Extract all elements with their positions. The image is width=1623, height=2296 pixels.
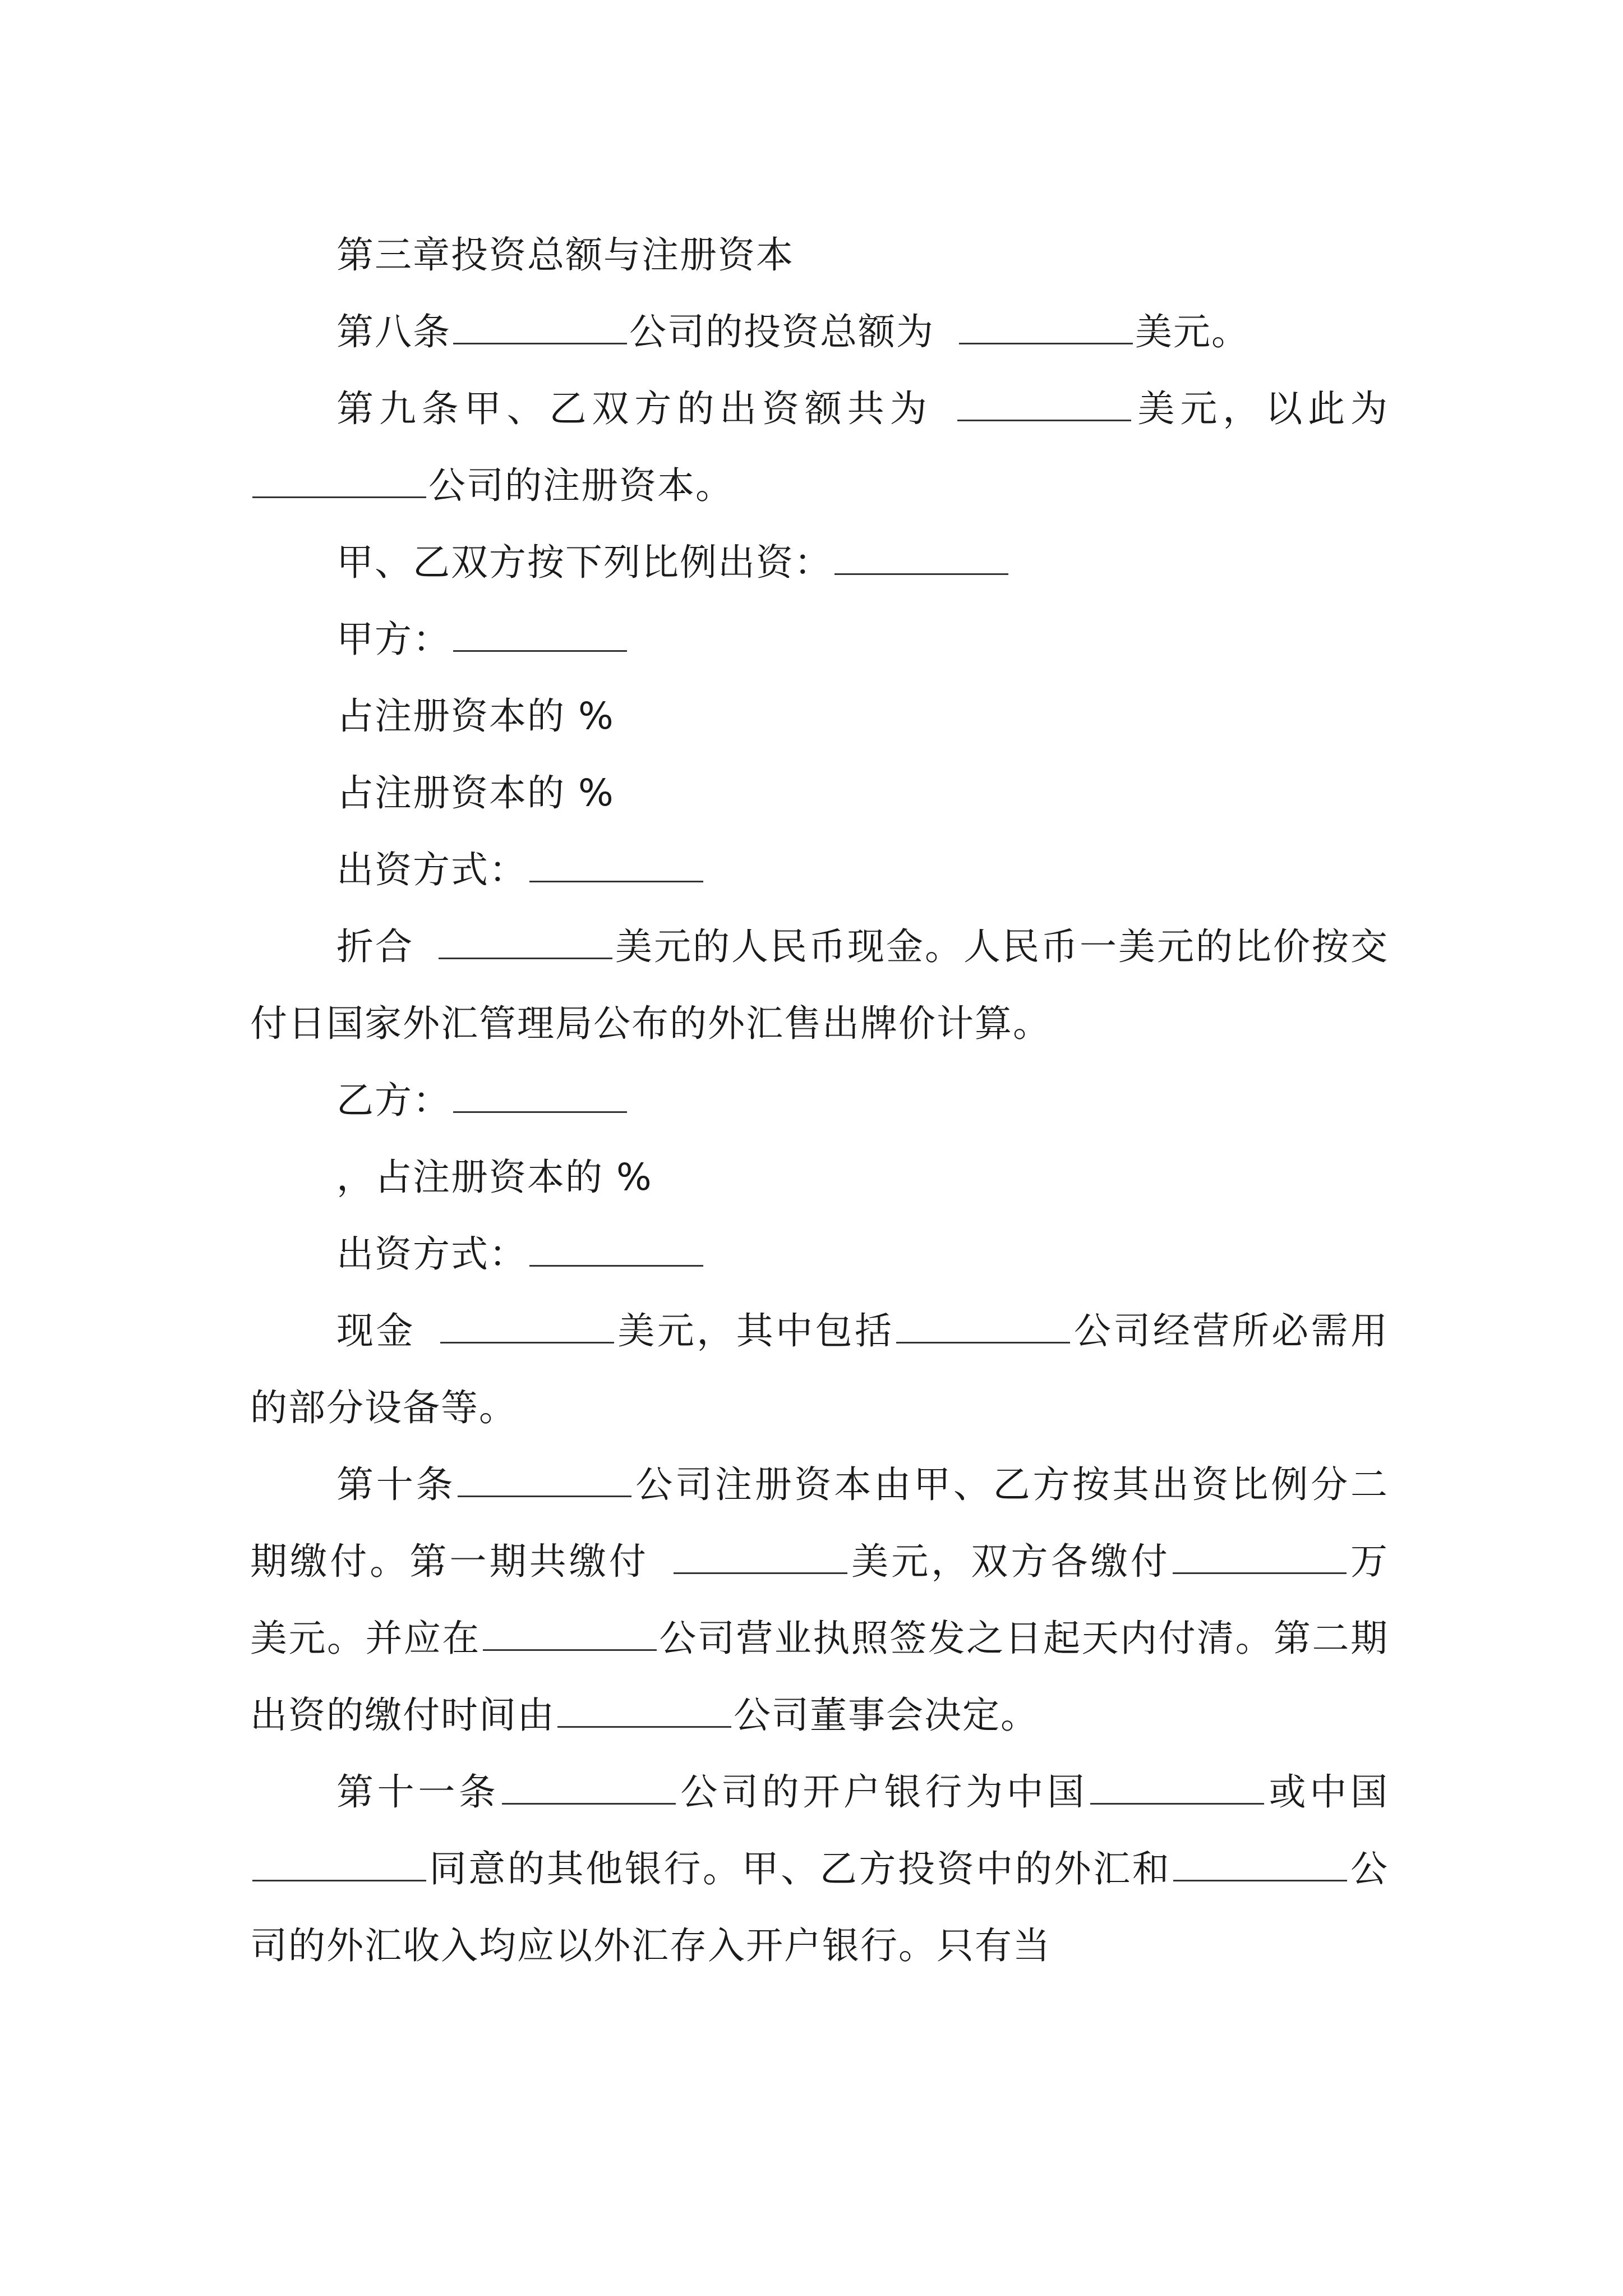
blank-underline: [483, 1616, 657, 1651]
blank-underline: [896, 1308, 1070, 1343]
text-segment: 公司的外汇收入均应以外汇存入开户银行。只有当: [250, 1847, 1389, 1967]
text-segment: 出资方式：: [336, 1232, 527, 1276]
text-segment: 折合: [336, 925, 414, 968]
blank-underline: [440, 1308, 614, 1343]
party-a-share-line-1: [250, 678, 1389, 754]
article-11: [250, 1754, 1389, 1984]
article-8: [250, 293, 1389, 370]
article-10: [250, 1446, 1389, 1754]
text-segment: 美元，其中包括: [616, 1309, 895, 1352]
blank-underline: [957, 386, 1131, 421]
blank-underline: [453, 309, 627, 344]
blank-underline: [674, 1539, 847, 1574]
text-segment: 第十一条: [336, 1770, 500, 1814]
blank-underline: [252, 463, 426, 498]
text-segment: 甲方：: [336, 618, 451, 661]
text-segment: 占注册资本的 %: [336, 771, 615, 815]
blank-underline: [557, 1692, 731, 1728]
text-segment: 甲、乙双方按下列比例出资：: [336, 541, 832, 584]
party-a-share-line-2: [250, 754, 1389, 831]
party-b-share-line: [250, 1139, 1389, 1216]
text-segment: 占注册资本的 %: [336, 694, 615, 738]
blank-underline: [1173, 1539, 1347, 1574]
document-body: [250, 217, 1389, 1984]
blank-underline: [529, 847, 703, 882]
party-a-line: [250, 601, 1389, 678]
text-segment: 第三章投资总额与注册资本: [336, 233, 794, 277]
text-segment: 第九条甲、乙双方的出资额共为: [336, 387, 933, 430]
party-a-conversion-paragraph: [250, 908, 1389, 1062]
party-b-method-line: [250, 1216, 1389, 1292]
text-segment: ，占注册资本的 %: [336, 1156, 653, 1199]
text-segment: 同意的其他银行。甲、乙方投资中的外汇和: [428, 1847, 1172, 1890]
text-segment: 公司注册资本由甲、乙方按其出资比例分二期缴付。第一期共缴付: [250, 1463, 1389, 1583]
blank-underline: [1090, 1769, 1264, 1805]
contribution-ratio-intro: [250, 524, 1389, 601]
text-segment: 公司的开户银行为中国: [677, 1770, 1089, 1814]
text-segment: 美元。: [1135, 310, 1249, 353]
blank-underline: [502, 1769, 676, 1805]
blank-underline: [834, 540, 1008, 575]
text-segment: 第八条: [336, 310, 451, 353]
text-segment: 美元，双方各缴付: [850, 1540, 1170, 1583]
blank-underline: [458, 1462, 631, 1497]
blank-underline: [453, 616, 627, 652]
text-segment: 美元，以此为: [1133, 387, 1389, 430]
blank-underline: [529, 1231, 703, 1267]
blank-underline: [252, 1846, 426, 1881]
text-segment: 乙方：: [336, 1079, 451, 1122]
party-b-cash-paragraph: [250, 1292, 1389, 1446]
blank-underline: [959, 309, 1133, 344]
chapter-heading: [250, 217, 1389, 293]
text-segment: 公司的注册资本。: [428, 464, 734, 507]
party-b-line: [250, 1062, 1389, 1139]
blank-underline: [1173, 1846, 1347, 1881]
text-segment: 万美元。并应在: [250, 1540, 1389, 1660]
text-segment: 公司营业执照签发之日起天内付清。第二期出资的缴付时间由: [250, 1617, 1389, 1737]
text-segment: 公司董事会决定。: [734, 1694, 1039, 1737]
article-9: [250, 370, 1389, 524]
text-segment: 公司的投资总额为: [629, 310, 934, 353]
text-segment: 出资方式：: [336, 848, 527, 891]
text-segment: 公司经营所必需用的部分设备等。: [250, 1309, 1389, 1429]
text-segment: 或中国: [1266, 1770, 1389, 1814]
text-segment: 第十条: [336, 1463, 456, 1506]
party-a-method-line: [250, 831, 1389, 908]
blank-underline: [439, 924, 612, 959]
text-segment: 美元的人民币现金。人民币一美元的比价按交付日国家外汇管理局公布的外汇售出牌价计算。: [250, 925, 1389, 1045]
blank-underline: [453, 1078, 627, 1113]
text-segment: 现金: [336, 1309, 416, 1352]
